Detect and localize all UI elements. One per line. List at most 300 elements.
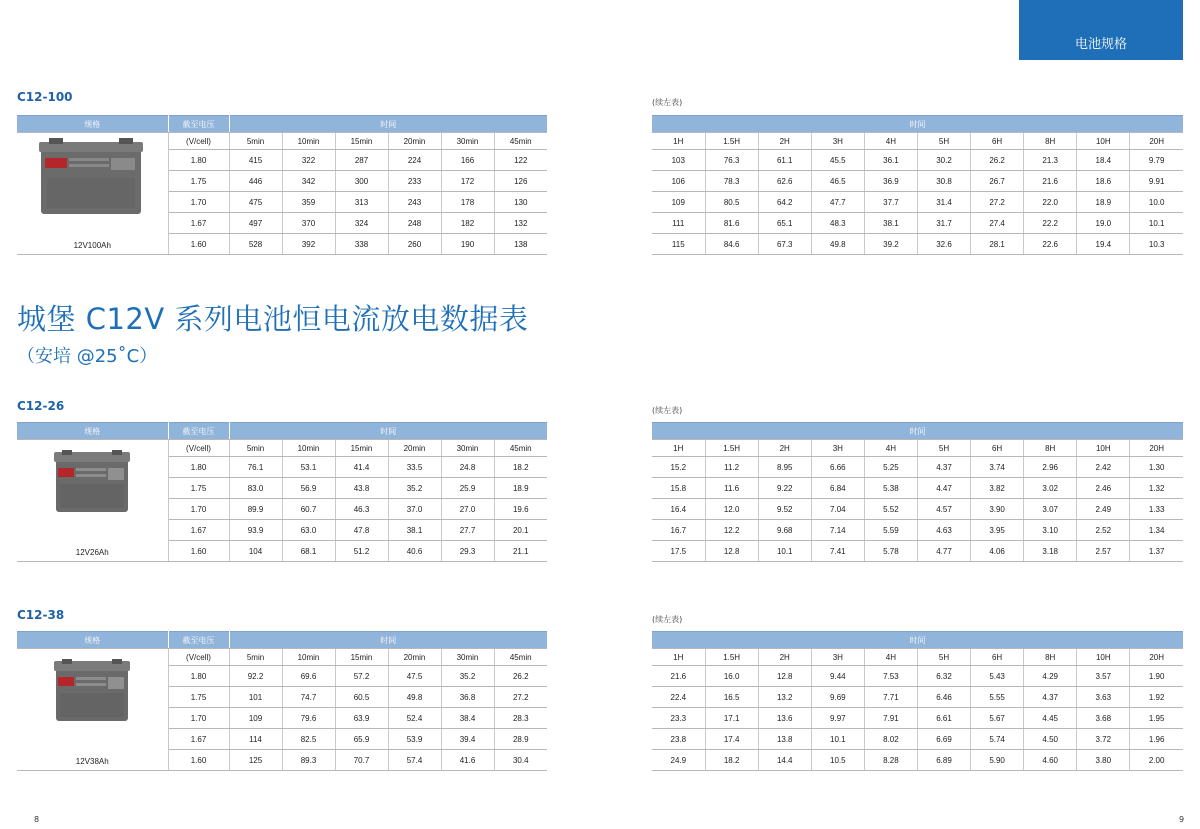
table-row (652, 478, 1183, 499)
page-title: 城堡 C12V 系列电池恒电流放电数据表 (17, 302, 529, 336)
value-cell: 22.2 (1024, 213, 1077, 234)
value-cell: 4.47 (917, 478, 970, 499)
time-col-header: 5min (229, 440, 282, 457)
subheader-row (652, 133, 1183, 150)
time-header: 时间 (229, 632, 547, 649)
value-cell: 47.5 (388, 666, 441, 687)
value-cell: 3.10 (1024, 520, 1077, 541)
value-cell: 12.8 (705, 541, 758, 562)
value-cell: 2.46 (1077, 478, 1130, 499)
value-cell: 27.0 (441, 499, 494, 520)
time-col-header: 10min (282, 133, 335, 150)
value-cell: 3.07 (1024, 499, 1077, 520)
value-cell: 1.37 (1130, 541, 1183, 562)
value-cell: 7.41 (811, 541, 864, 562)
value-cell: 52.4 (388, 708, 441, 729)
value-cell: 233 (388, 171, 441, 192)
time-col-header: 2H (758, 440, 811, 457)
discharge-table-right (652, 422, 1183, 562)
value-cell: 9.97 (811, 708, 864, 729)
value-cell: 11.6 (705, 478, 758, 499)
value-cell: 10.1 (811, 729, 864, 750)
header-row (652, 423, 1183, 440)
value-cell: 10.1 (1130, 213, 1183, 234)
value-cell: 26.7 (971, 171, 1024, 192)
section-tab-label: 电池规格 (1074, 37, 1127, 52)
value-cell: 37.0 (388, 499, 441, 520)
value-cell: 7.53 (864, 666, 917, 687)
value-cell: 45.5 (811, 150, 864, 171)
value-cell: 300 (335, 171, 388, 192)
value-cell: 3.74 (971, 457, 1024, 478)
value-cell: 10.5 (811, 750, 864, 771)
time-col-header: 5min (229, 133, 282, 150)
value-cell: 84.6 (705, 234, 758, 255)
time-col-header: 15min (335, 133, 388, 150)
cutoff-header: 截至电压 (168, 632, 229, 649)
voltage-cell: 1.75 (168, 171, 229, 192)
value-cell: 18.2 (705, 750, 758, 771)
time-col-header: 4H (864, 440, 917, 457)
value-cell: 109 (229, 708, 282, 729)
value-cell: 39.4 (441, 729, 494, 750)
value-cell: 21.6 (652, 666, 705, 687)
value-cell: 1.90 (1130, 666, 1183, 687)
value-cell: 3.95 (971, 520, 1024, 541)
value-cell: 49.8 (811, 234, 864, 255)
value-cell: 243 (388, 192, 441, 213)
value-cell: 178 (441, 192, 494, 213)
time-col-header: 2H (758, 133, 811, 150)
value-cell: 10.3 (1130, 234, 1183, 255)
table-row (652, 499, 1183, 520)
value-cell: 56.9 (282, 478, 335, 499)
battery-image (39, 138, 145, 216)
value-cell: 13.2 (758, 687, 811, 708)
page-number-left: 8 (34, 815, 40, 824)
time-col-header: 20min (388, 440, 441, 457)
value-cell: 3.90 (971, 499, 1024, 520)
value-cell: 359 (282, 192, 335, 213)
value-cell: 30.8 (917, 171, 970, 192)
value-cell: 9.68 (758, 520, 811, 541)
value-cell: 260 (388, 234, 441, 255)
value-cell: 27.7 (441, 520, 494, 541)
value-cell: 5.90 (971, 750, 1024, 771)
value-cell: 17.5 (652, 541, 705, 562)
value-cell: 78.3 (705, 171, 758, 192)
time-header: 时间 (229, 116, 547, 133)
value-cell: 322 (282, 150, 335, 171)
discharge-table-right (652, 631, 1183, 771)
value-cell: 166 (441, 150, 494, 171)
value-cell: 19.6 (494, 499, 547, 520)
cutoff-header: 截至电压 (168, 116, 229, 133)
value-cell: 29.3 (441, 541, 494, 562)
header-row (17, 116, 547, 133)
value-cell: 49.8 (388, 687, 441, 708)
table-row (652, 234, 1183, 255)
value-cell: 7.71 (864, 687, 917, 708)
value-cell: 43.8 (335, 478, 388, 499)
value-cell: 24.9 (652, 750, 705, 771)
value-cell: 7.14 (811, 520, 864, 541)
time-col-header: 20H (1130, 649, 1183, 666)
value-cell: 9.79 (1130, 150, 1183, 171)
time-col-header: 1.5H (705, 649, 758, 666)
value-cell: 4.63 (917, 520, 970, 541)
value-cell: 65.9 (335, 729, 388, 750)
value-cell: 65.1 (758, 213, 811, 234)
value-cell: 3.68 (1077, 708, 1130, 729)
value-cell: 5.38 (864, 478, 917, 499)
value-cell: 12.8 (758, 666, 811, 687)
unit-label: (V/cell) (168, 133, 229, 150)
value-cell: 1.96 (1130, 729, 1183, 750)
value-cell: 18.6 (1077, 171, 1130, 192)
value-cell: 106 (652, 171, 705, 192)
value-cell: 172 (441, 171, 494, 192)
value-cell: 10.0 (1130, 192, 1183, 213)
value-cell: 63.0 (282, 520, 335, 541)
value-cell: 111 (652, 213, 705, 234)
value-cell: 6.66 (811, 457, 864, 478)
time-col-header: 45min (494, 649, 547, 666)
time-col-header: 10H (1077, 440, 1130, 457)
time-col-header: 4H (864, 133, 917, 150)
time-col-header: 30min (441, 440, 494, 457)
value-cell: 16.4 (652, 499, 705, 520)
value-cell: 22.6 (1024, 234, 1077, 255)
battery-label: 12V100Ah (73, 241, 111, 250)
battery-image (54, 450, 130, 514)
time-col-header: 30min (441, 649, 494, 666)
value-cell: 5.78 (864, 541, 917, 562)
value-cell: 16.7 (652, 520, 705, 541)
value-cell: 4.37 (1024, 687, 1077, 708)
time-col-header: 6H (971, 649, 1024, 666)
header-row (652, 632, 1183, 649)
value-cell: 497 (229, 213, 282, 234)
value-cell: 74.7 (282, 687, 335, 708)
voltage-cell: 1.75 (168, 687, 229, 708)
value-cell: 23.8 (652, 729, 705, 750)
model-name: C12-100 (17, 90, 73, 104)
value-cell: 6.46 (917, 687, 970, 708)
value-cell: 22.4 (652, 687, 705, 708)
battery-image-cell (17, 133, 168, 255)
value-cell: 248 (388, 213, 441, 234)
voltage-cell: 1.67 (168, 520, 229, 541)
time-col-header: 8H (1024, 440, 1077, 457)
value-cell: 89.3 (282, 750, 335, 771)
value-cell: 76.3 (705, 150, 758, 171)
value-cell: 60.5 (335, 687, 388, 708)
value-cell: 8.95 (758, 457, 811, 478)
time-header: 时间 (229, 423, 547, 440)
time-col-header: 10H (1077, 649, 1130, 666)
value-cell: 22.0 (1024, 192, 1077, 213)
value-cell: 101 (229, 687, 282, 708)
value-cell: 8.02 (864, 729, 917, 750)
unit-label: (V/cell) (168, 649, 229, 666)
value-cell: 32.6 (917, 234, 970, 255)
battery-image (54, 659, 130, 723)
time-col-header: 10min (282, 440, 335, 457)
value-cell: 36.8 (441, 687, 494, 708)
value-cell: 392 (282, 234, 335, 255)
value-cell: 38.1 (388, 520, 441, 541)
value-cell: 31.7 (917, 213, 970, 234)
value-cell: 41.6 (441, 750, 494, 771)
model-name: C12-26 (17, 399, 65, 413)
battery-label: 12V38Ah (75, 757, 109, 766)
continued-label: (续左表) (652, 406, 683, 415)
value-cell: 114 (229, 729, 282, 750)
page-number-right: 9 (1179, 815, 1185, 824)
time-col-header: 6H (971, 440, 1024, 457)
value-cell: 69.6 (282, 666, 335, 687)
table-row (652, 541, 1183, 562)
value-cell: 313 (335, 192, 388, 213)
time-col-header: 1H (652, 133, 705, 150)
value-cell: 26.2 (494, 666, 547, 687)
value-cell: 60.7 (282, 499, 335, 520)
value-cell: 126 (494, 171, 547, 192)
value-cell: 80.5 (705, 192, 758, 213)
value-cell: 64.2 (758, 192, 811, 213)
value-cell: 224 (388, 150, 441, 171)
value-cell: 33.5 (388, 457, 441, 478)
voltage-cell: 1.70 (168, 499, 229, 520)
value-cell: 89.9 (229, 499, 282, 520)
subheader-row (17, 133, 547, 150)
value-cell: 39.2 (864, 234, 917, 255)
value-cell: 5.43 (971, 666, 1024, 687)
value-cell: 18.2 (494, 457, 547, 478)
value-cell: 13.8 (758, 729, 811, 750)
value-cell: 28.9 (494, 729, 547, 750)
time-col-header: 1H (652, 649, 705, 666)
continued-label: (续左表) (652, 98, 683, 107)
value-cell: 40.6 (388, 541, 441, 562)
value-cell: 103 (652, 150, 705, 171)
time-header: 时间 (652, 423, 1183, 440)
value-cell: 81.6 (705, 213, 758, 234)
value-cell: 1.92 (1130, 687, 1183, 708)
value-cell: 31.4 (917, 192, 970, 213)
battery-label: 12V26Ah (75, 548, 109, 557)
value-cell: 3.57 (1077, 666, 1130, 687)
value-cell: 342 (282, 171, 335, 192)
value-cell: 9.44 (811, 666, 864, 687)
voltage-cell: 1.67 (168, 213, 229, 234)
time-col-header: 20min (388, 133, 441, 150)
time-col-header: 45min (494, 440, 547, 457)
value-cell: 104 (229, 541, 282, 562)
value-cell: 6.61 (917, 708, 970, 729)
value-cell: 21.6 (1024, 171, 1077, 192)
discharge-table-left (17, 422, 547, 562)
value-cell: 27.2 (971, 192, 1024, 213)
value-cell: 3.18 (1024, 541, 1077, 562)
value-cell: 61.1 (758, 150, 811, 171)
time-header: 时间 (652, 632, 1183, 649)
value-cell: 338 (335, 234, 388, 255)
value-cell: 21.1 (494, 541, 547, 562)
value-cell: 190 (441, 234, 494, 255)
time-col-header: 5H (917, 649, 970, 666)
value-cell: 12.2 (705, 520, 758, 541)
time-col-header: 8H (1024, 649, 1077, 666)
discharge-table-left (17, 115, 547, 255)
value-cell: 82.5 (282, 729, 335, 750)
value-cell: 8.28 (864, 750, 917, 771)
value-cell: 19.4 (1077, 234, 1130, 255)
spec-header: 规格 (17, 116, 168, 133)
subheader-row (652, 440, 1183, 457)
voltage-cell: 1.80 (168, 457, 229, 478)
value-cell: 3.82 (971, 478, 1024, 499)
value-cell: 7.91 (864, 708, 917, 729)
value-cell: 5.25 (864, 457, 917, 478)
value-cell: 17.4 (705, 729, 758, 750)
value-cell: 132 (494, 213, 547, 234)
value-cell: 36.9 (864, 171, 917, 192)
time-col-header: 20H (1130, 133, 1183, 150)
header-row (17, 423, 547, 440)
value-cell: 57.2 (335, 666, 388, 687)
value-cell: 28.3 (494, 708, 547, 729)
table-row (652, 750, 1183, 771)
voltage-cell: 1.60 (168, 750, 229, 771)
time-col-header: 1H (652, 440, 705, 457)
value-cell: 18.9 (1077, 192, 1130, 213)
value-cell: 18.4 (1077, 150, 1130, 171)
discharge-table-left (17, 631, 547, 771)
value-cell: 15.2 (652, 457, 705, 478)
value-cell: 475 (229, 192, 282, 213)
time-col-header: 8H (1024, 133, 1077, 150)
value-cell: 5.74 (971, 729, 1024, 750)
value-cell: 6.32 (917, 666, 970, 687)
section-tab (1019, 0, 1183, 60)
value-cell: 182 (441, 213, 494, 234)
value-cell: 6.89 (917, 750, 970, 771)
value-cell: 2.00 (1130, 750, 1183, 771)
value-cell: 2.49 (1077, 499, 1130, 520)
value-cell: 370 (282, 213, 335, 234)
value-cell: 5.59 (864, 520, 917, 541)
time-col-header: 30min (441, 133, 494, 150)
battery-photo (54, 450, 130, 516)
value-cell: 27.2 (494, 687, 547, 708)
value-cell: 18.9 (494, 478, 547, 499)
table-row (652, 687, 1183, 708)
time-col-header: 3H (811, 649, 864, 666)
time-col-header: 4H (864, 649, 917, 666)
voltage-cell: 1.80 (168, 666, 229, 687)
table-row (652, 729, 1183, 750)
voltage-cell: 1.70 (168, 708, 229, 729)
value-cell: 1.95 (1130, 708, 1183, 729)
value-cell: 37.7 (864, 192, 917, 213)
value-cell: 3.63 (1077, 687, 1130, 708)
value-cell: 21.3 (1024, 150, 1077, 171)
value-cell: 30.2 (917, 150, 970, 171)
value-cell: 17.1 (705, 708, 758, 729)
voltage-cell: 1.67 (168, 729, 229, 750)
model-name: C12-38 (17, 608, 65, 622)
value-cell: 35.2 (441, 666, 494, 687)
value-cell: 16.5 (705, 687, 758, 708)
value-cell: 9.69 (811, 687, 864, 708)
value-cell: 528 (229, 234, 282, 255)
value-cell: 287 (335, 150, 388, 171)
value-cell: 68.1 (282, 541, 335, 562)
value-cell: 28.1 (971, 234, 1024, 255)
value-cell: 4.29 (1024, 666, 1077, 687)
time-col-header: 1.5H (705, 440, 758, 457)
value-cell: 324 (335, 213, 388, 234)
value-cell: 41.4 (335, 457, 388, 478)
time-col-header: 2H (758, 649, 811, 666)
time-col-header: 5min (229, 649, 282, 666)
time-col-header: 6H (971, 133, 1024, 150)
value-cell: 76.1 (229, 457, 282, 478)
value-cell: 53.9 (388, 729, 441, 750)
discharge-table-right (652, 115, 1183, 255)
cutoff-header: 截至电压 (168, 423, 229, 440)
voltage-cell: 1.75 (168, 478, 229, 499)
voltage-cell: 1.70 (168, 192, 229, 213)
time-col-header: 5H (917, 440, 970, 457)
table-row (652, 520, 1183, 541)
battery-photo (54, 659, 130, 725)
value-cell: 57.4 (388, 750, 441, 771)
value-cell: 46.5 (811, 171, 864, 192)
header-row (17, 632, 547, 649)
value-cell: 4.77 (917, 541, 970, 562)
value-cell: 4.50 (1024, 729, 1077, 750)
value-cell: 1.30 (1130, 457, 1183, 478)
value-cell: 2.52 (1077, 520, 1130, 541)
value-cell: 3.02 (1024, 478, 1077, 499)
table-row (652, 192, 1183, 213)
battery-image-cell (17, 649, 168, 771)
time-col-header: 45min (494, 133, 547, 150)
value-cell: 93.9 (229, 520, 282, 541)
value-cell: 12.0 (705, 499, 758, 520)
table-row (652, 213, 1183, 234)
value-cell: 4.06 (971, 541, 1024, 562)
value-cell: 92.2 (229, 666, 282, 687)
value-cell: 15.8 (652, 478, 705, 499)
value-cell: 6.84 (811, 478, 864, 499)
value-cell: 2.96 (1024, 457, 1077, 478)
value-cell: 14.4 (758, 750, 811, 771)
value-cell: 4.37 (917, 457, 970, 478)
value-cell: 7.04 (811, 499, 864, 520)
value-cell: 5.55 (971, 687, 1024, 708)
value-cell: 48.3 (811, 213, 864, 234)
value-cell: 46.3 (335, 499, 388, 520)
battery-photo (39, 138, 145, 218)
value-cell: 3.80 (1077, 750, 1130, 771)
header-row (652, 116, 1183, 133)
table-row (652, 171, 1183, 192)
value-cell: 125 (229, 750, 282, 771)
